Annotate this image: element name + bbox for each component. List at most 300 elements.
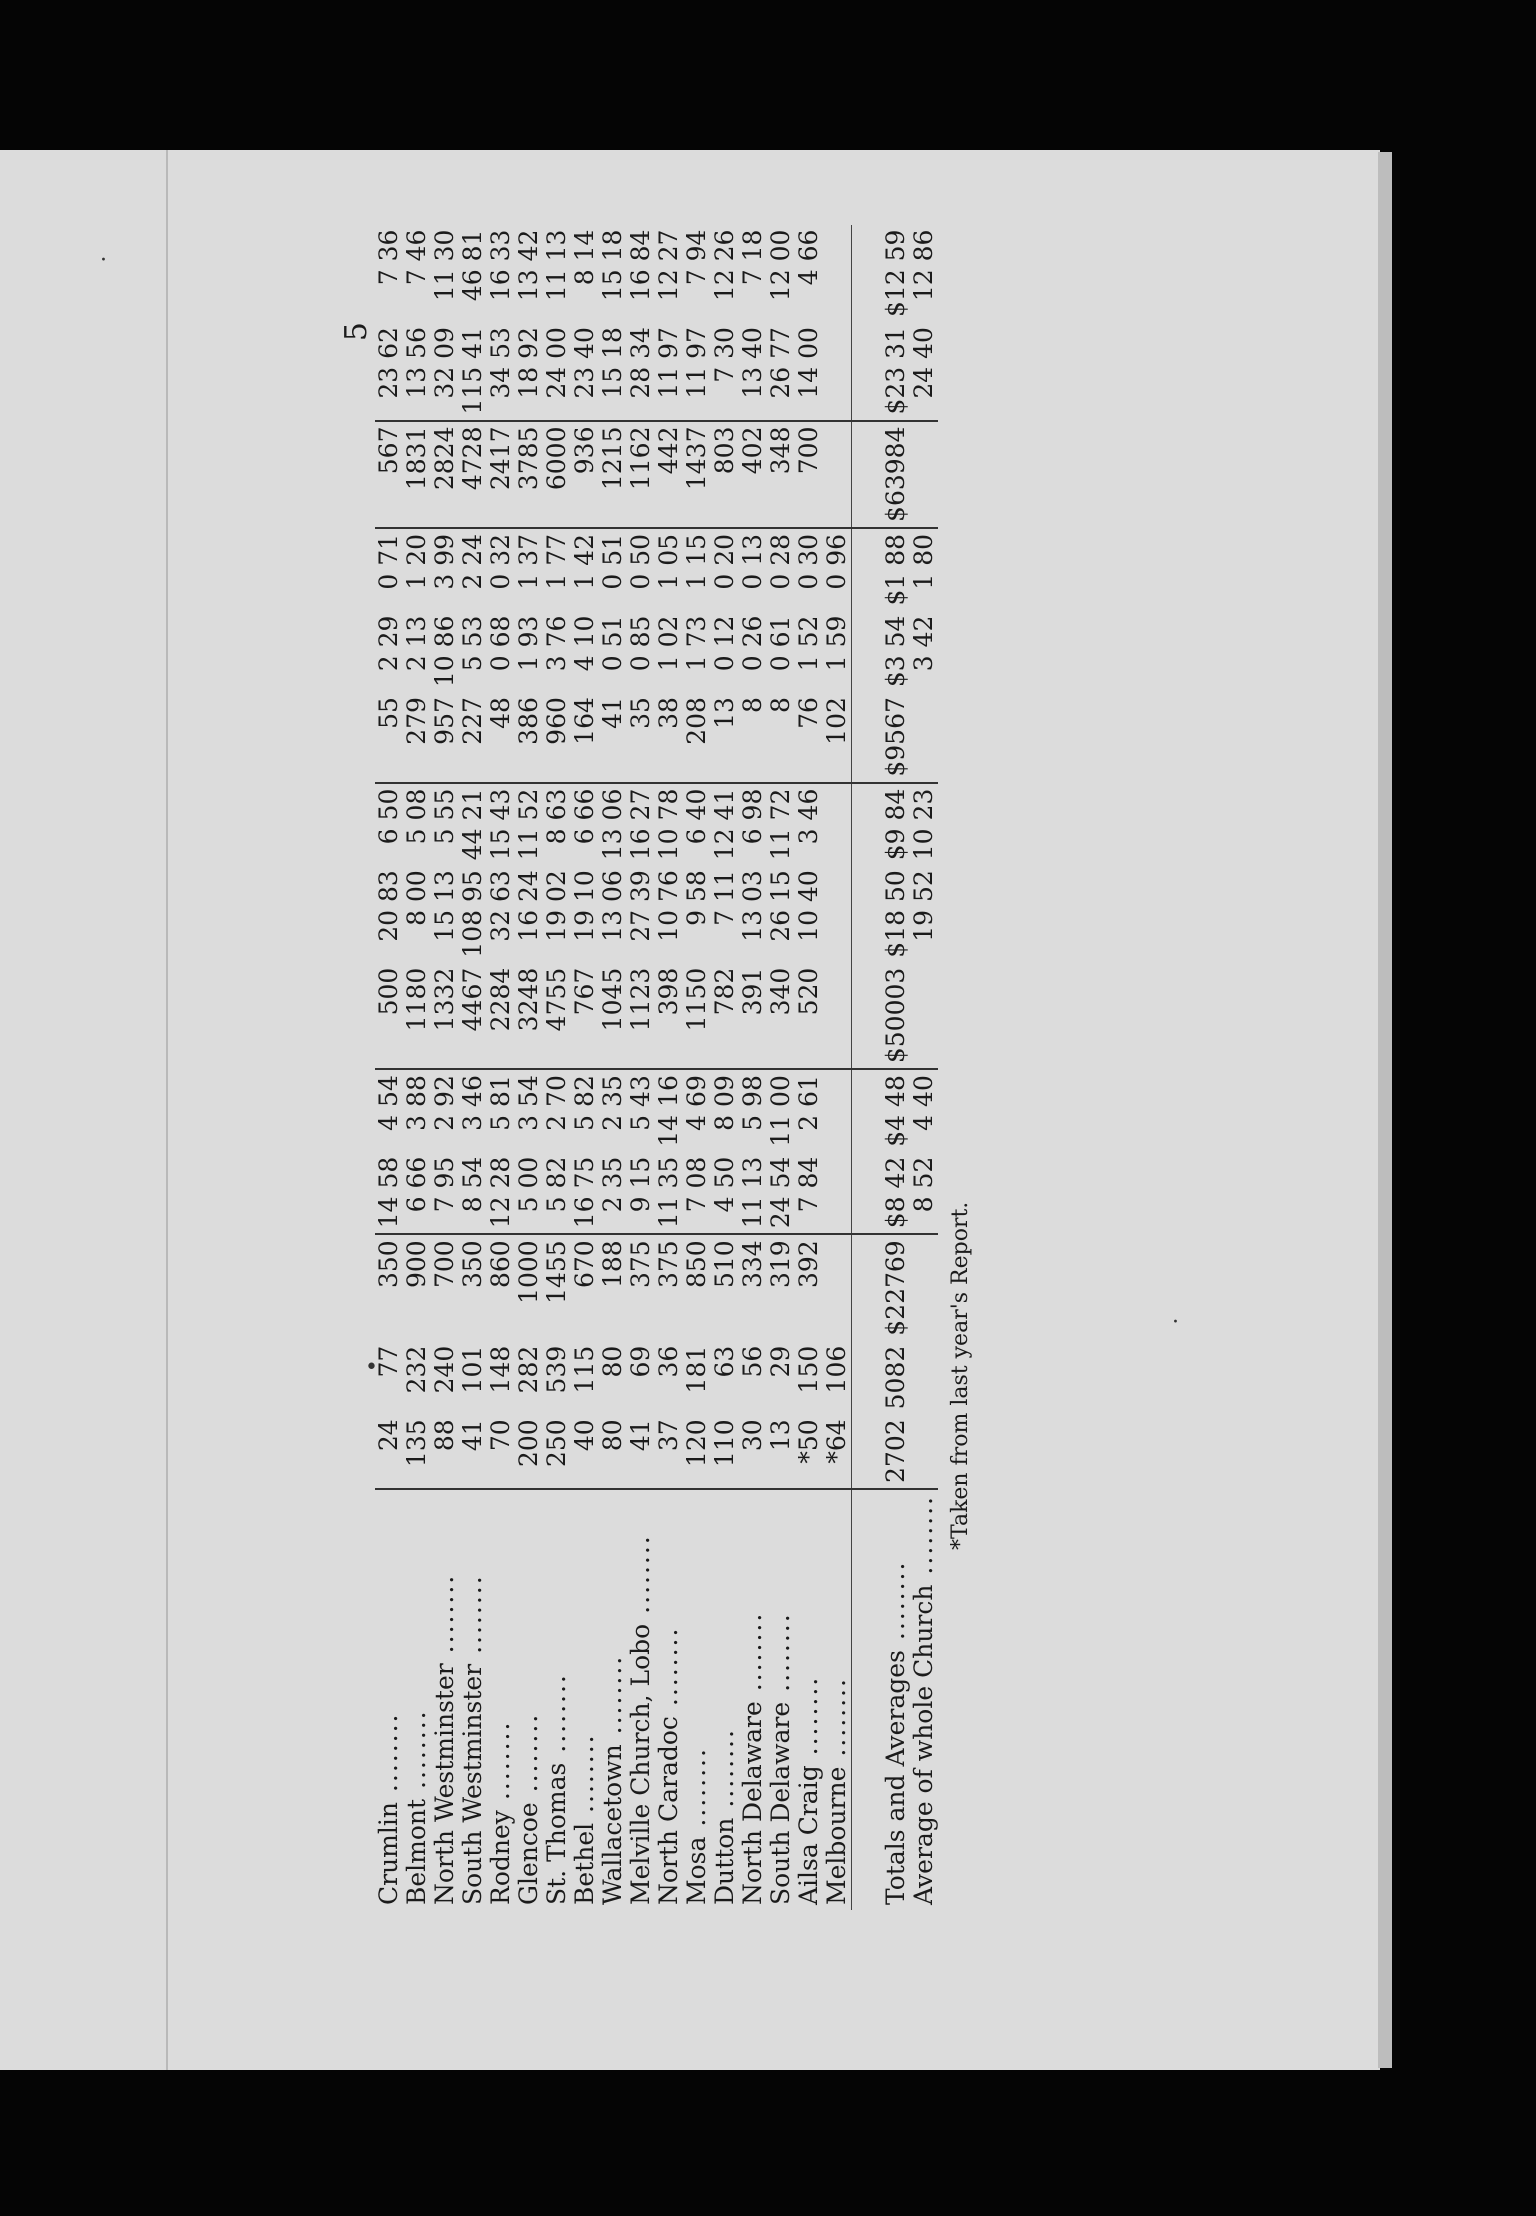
congregation-name: [711, 1489, 739, 1910]
congregation-name: [543, 1489, 571, 1910]
table-row: [571, 225, 599, 1910]
table-cell: 334: [738, 1240, 767, 1289]
table-cell: [910, 1341, 938, 1415]
table-cell: [910, 692, 938, 783]
table-cell: 19 52: [909, 870, 938, 942]
table-cell: [910, 1234, 938, 1340]
table-cell: 115: [570, 1345, 599, 1394]
table-cell: 9 15: [627, 1152, 655, 1235]
table-cell: 3 46: [458, 1075, 487, 1131]
table-cell: 11 97: [683, 322, 711, 420]
table-cell: 2 35: [599, 1152, 627, 1235]
table-cell: 340: [767, 963, 795, 1069]
row-label: St. Thomas: [542, 1762, 571, 1905]
table-cell: 1 80: [909, 533, 938, 590]
table-cell: 148: [486, 1345, 515, 1394]
congregation-name: [627, 1489, 655, 1910]
congregation-name: [852, 1489, 911, 1910]
table-cell: 16 27: [626, 788, 655, 861]
table-cell: $63984: [852, 421, 911, 528]
table-cell: 6000: [543, 421, 571, 528]
table-cell: 2824: [431, 421, 459, 528]
leader-dots: ........: [542, 1673, 571, 1763]
table-cell: $8 42: [852, 1152, 911, 1235]
table-row: [683, 225, 711, 1910]
table-cell: 110: [711, 1414, 739, 1489]
table-cell: 510: [710, 1240, 739, 1289]
page-edge: [1378, 152, 1392, 2068]
table-row: [767, 225, 795, 1910]
table-cell: 12 27: [654, 229, 683, 302]
leader-dots: ........: [402, 1709, 431, 1799]
rotated-statistics-page: [339, 229, 995, 1910]
table-cell: 670: [570, 1240, 599, 1289]
table-cell: 18 92: [515, 322, 543, 420]
table-cell: 1000: [514, 1240, 543, 1304]
table-cell: 850: [682, 1240, 711, 1289]
table-cell: 0 12: [710, 615, 739, 672]
table-cell: 11 13: [739, 1152, 767, 1235]
table-cell: 38: [655, 692, 683, 783]
table-cell: 15 18: [599, 322, 627, 420]
table-cell: 6 50: [374, 788, 403, 845]
table-cell: 19 10: [570, 870, 599, 942]
congregation-name: [655, 1489, 683, 1910]
congregation-name: [683, 1489, 711, 1910]
leader-dots: ........: [738, 1611, 767, 1702]
table-cell: 700: [795, 421, 823, 528]
leader-dots: ........: [430, 1573, 459, 1664]
row-label: Crumlin: [374, 1802, 403, 1905]
table-cell: 20 83: [374, 870, 403, 942]
table-row: [739, 225, 767, 1910]
table-cell: 12 00: [766, 229, 795, 302]
table-cell: 1 42: [570, 533, 599, 590]
table-cell: 4755: [543, 963, 571, 1069]
scan-speck: •: [365, 1355, 378, 1380]
table-cell: 1 20: [402, 533, 431, 590]
row-label: Ailsa Craig: [794, 1765, 823, 1905]
row-label: Dutton: [710, 1817, 739, 1905]
table-cell: 9 58: [682, 870, 711, 926]
table-cell: 3248: [515, 963, 543, 1069]
table-cell: 40: [571, 1414, 599, 1489]
table-cell: 2 35: [598, 1075, 627, 1131]
table-cell: 10 78: [654, 788, 683, 861]
table-cell: 1215: [599, 421, 627, 528]
leader-dots: ........: [766, 1612, 795, 1702]
table-cell: 1 59: [823, 611, 852, 693]
table-cell: 1 73: [682, 615, 711, 672]
table-cell: 402: [739, 421, 767, 528]
table-cell: 1831: [403, 421, 431, 528]
table-cell: 900: [402, 1240, 431, 1289]
table-cell: 279: [403, 692, 431, 783]
table-cell: 102: [823, 692, 852, 783]
table-cell: [823, 421, 852, 528]
table-cell: 30: [739, 1414, 767, 1489]
table-cell: 7 08: [683, 1152, 711, 1235]
table-cell: $3 54: [881, 615, 910, 688]
page-number: 5: [339, 322, 374, 342]
table-cell: 348: [767, 421, 795, 528]
table-cell: [823, 1152, 852, 1235]
table-cell: 803: [711, 421, 739, 528]
table-cell: 11 00: [766, 1075, 795, 1147]
table-cell: 3 99: [430, 533, 459, 590]
table-cell: 375: [626, 1240, 655, 1289]
table-cell: 3785: [515, 421, 543, 528]
table-cell: 8 52: [910, 1152, 938, 1235]
table-cell: 181: [682, 1345, 711, 1394]
table-cell: 77: [374, 1345, 403, 1378]
table-cell: 1 52: [794, 615, 823, 672]
table-cell: 106: [823, 1341, 852, 1415]
leader-dots: ........: [486, 1720, 515, 1811]
table-cell: 14 00: [795, 322, 823, 420]
table-cell: 0 71: [374, 533, 403, 590]
table-cell: 13 42: [514, 229, 543, 302]
table-cell: 960: [543, 692, 571, 783]
table-row: [431, 225, 459, 1910]
table-row: [910, 225, 938, 1910]
table-cell: 1 02: [654, 615, 683, 672]
table-cell: 11 30: [430, 229, 459, 302]
table-cell: 24: [375, 1414, 403, 1489]
table-cell: 32 63: [486, 870, 515, 942]
row-label: Average of whole Church: [909, 1584, 938, 1905]
table-cell: [823, 963, 852, 1069]
table-cell: 282: [514, 1345, 543, 1394]
table-cell: 32 09: [431, 322, 459, 420]
table-cell: 1437: [683, 421, 711, 528]
leader-dots: ........: [822, 1677, 851, 1767]
scan-speck: ·: [1172, 1310, 1179, 1335]
table-cell: 1 15: [682, 533, 711, 590]
table-cell: 782: [711, 963, 739, 1069]
row-label: Mosa: [682, 1836, 711, 1905]
table-row: [487, 225, 515, 1910]
table-cell: 539: [542, 1345, 571, 1394]
table-cell: [823, 322, 852, 420]
table-cell: 12 41: [710, 788, 739, 861]
table-cell: 7 11: [710, 870, 739, 926]
row-label: South Delaware: [766, 1701, 795, 1905]
table-cell: 386: [515, 692, 543, 783]
table-cell: [823, 783, 852, 866]
table-cell: 567: [375, 421, 403, 528]
table-cell: 8: [739, 692, 767, 783]
table-cell: 2 61: [794, 1075, 823, 1131]
table-row: [795, 225, 823, 1910]
table-cell: 13 06: [598, 870, 627, 942]
table-cell: 41: [627, 1414, 655, 1489]
table-cell: 4 40: [909, 1075, 938, 1131]
table-cell: 1 93: [514, 615, 543, 672]
table-cell: 11 13: [542, 229, 571, 302]
table-row: [375, 225, 403, 1910]
table-cell: 398: [655, 963, 683, 1069]
table-cell: 240: [430, 1345, 459, 1394]
table-cell: 26 77: [767, 322, 795, 420]
table-cell: 442: [655, 421, 683, 528]
table-cell: 12 86: [909, 229, 938, 302]
table-cell: 5 81: [486, 1075, 515, 1131]
table-cell: 23 62: [375, 322, 403, 420]
table-cell: 10 86: [430, 615, 459, 688]
table-cell: 13 06: [598, 788, 627, 861]
table-cell: 13 03: [738, 870, 767, 942]
congregation-name: [431, 1489, 459, 1910]
table-cell: 3 46: [794, 788, 823, 845]
leader-dots: ........: [374, 1712, 403, 1803]
table-cell: 13: [711, 692, 739, 783]
table-cell: 200: [515, 1414, 543, 1489]
table-cell: 150: [794, 1345, 823, 1394]
table-row: [823, 225, 852, 1910]
table-cell: 5082: [881, 1345, 910, 1410]
table-cell: 4 66: [794, 229, 823, 286]
table-cell: 319: [766, 1240, 795, 1289]
table-cell: 27 39: [626, 870, 655, 942]
table-cell: 0 26: [738, 615, 767, 672]
table-cell: 232: [402, 1345, 431, 1394]
congregation-name: [739, 1489, 767, 1910]
table-cell: 11 52: [514, 788, 543, 861]
table-cell: 520: [795, 963, 823, 1069]
table-cell: 5 55: [430, 788, 459, 845]
table-cell: 391: [739, 963, 767, 1069]
table-cell: 2 13: [402, 615, 431, 672]
binding-fold: [166, 150, 168, 2070]
congregation-name: [599, 1489, 627, 1910]
table-cell: 8 09: [710, 1075, 739, 1131]
table-cell: 5 00: [515, 1152, 543, 1235]
table-cell: 41: [459, 1414, 487, 1489]
footnote: *Taken from last year's Report.: [948, 1201, 973, 1550]
table-cell: $9567: [852, 692, 911, 783]
table-cell: 12 28: [487, 1152, 515, 1235]
table-cell: 936: [571, 421, 599, 528]
table-cell: $50003: [852, 963, 911, 1069]
table-cell: $4 48: [881, 1075, 910, 1147]
table-cell: 3 54: [514, 1075, 543, 1131]
row-label: North Delaware: [738, 1701, 767, 1905]
table-cell: 5 98: [738, 1075, 767, 1131]
table-cell: $23 31: [852, 322, 911, 420]
row-label: Belmont: [402, 1798, 431, 1905]
table-cell: 34 53: [487, 322, 515, 420]
table-cell: 1045: [599, 963, 627, 1069]
table-cell: $1 88: [881, 533, 910, 606]
table-cell: 375: [654, 1240, 683, 1289]
table-cell: 0 13: [738, 533, 767, 590]
table-cell: 69: [626, 1345, 655, 1378]
table-cell: 5 82: [570, 1075, 599, 1131]
leader-dots: ........: [710, 1728, 739, 1818]
table-cell: [823, 865, 852, 962]
row-label: Rodney: [486, 1810, 515, 1905]
leader-dots: ........: [626, 1534, 655, 1624]
congregation-name: [487, 1489, 515, 1910]
table-cell: 28 34: [627, 322, 655, 420]
table-body: [375, 225, 938, 1910]
table-cell: 46 81: [458, 229, 487, 302]
table-cell: 767: [571, 963, 599, 1069]
table-cell: 0 50: [626, 533, 655, 590]
table-cell: 88: [431, 1414, 459, 1489]
table-cell: 0 51: [598, 533, 627, 590]
table-cell: 8: [767, 692, 795, 783]
table-cell: 11 72: [766, 788, 795, 861]
table-row: [515, 225, 543, 1910]
table-cell: 10 40: [794, 870, 823, 942]
table-cell: 8 54: [459, 1152, 487, 1235]
table-cell: [823, 1069, 852, 1152]
table-cell: 0 85: [626, 615, 655, 672]
table-cell: 4 10: [570, 615, 599, 672]
table-cell: 10 23: [909, 788, 938, 861]
table-cell: $9 84: [881, 788, 910, 861]
table-cell: 80: [599, 1414, 627, 1489]
table-cell: [910, 1414, 938, 1489]
table-cell: 16 33: [486, 229, 515, 302]
table-cell: 80: [598, 1345, 627, 1378]
table-cell: 1455: [542, 1240, 571, 1304]
table-row: [403, 225, 431, 1910]
congregation-name: [910, 1489, 938, 1910]
table-cell: 0 30: [794, 533, 823, 590]
table-cell: 8 63: [542, 788, 571, 845]
table-cell: 0 32: [486, 533, 515, 590]
table-cell: 14 58: [375, 1152, 403, 1235]
table-cell: 41: [599, 692, 627, 783]
table-cell: 392: [794, 1240, 823, 1289]
table-cell: *64: [823, 1414, 852, 1489]
table-cell: 4 50: [711, 1152, 739, 1235]
table-row: [543, 225, 571, 1910]
table-cell: 115 41: [459, 322, 487, 420]
table-cell: 4467: [459, 963, 487, 1069]
congregation-statistics-table: [375, 225, 938, 1910]
table-cell: 24 40: [910, 322, 938, 420]
table-cell: 1 05: [654, 533, 683, 590]
table-cell: 135: [403, 1414, 431, 1489]
row-label: Glencoe: [514, 1802, 543, 1905]
row-label: North Caradoc: [654, 1716, 683, 1905]
table-cell: 6 66: [570, 788, 599, 845]
table-cell: 700: [430, 1240, 459, 1289]
table-cell: 35: [627, 692, 655, 783]
table-cell: 3 42: [909, 615, 938, 672]
table-cell: 14 16: [654, 1075, 683, 1147]
table-cell: 7 36: [374, 229, 403, 286]
table-cell: 1150: [683, 963, 711, 1069]
table-cell: 6 66: [403, 1152, 431, 1235]
leader-dots: ........: [682, 1747, 711, 1837]
table-cell: $22769: [881, 1240, 910, 1336]
table-cell: 48: [487, 692, 515, 783]
table-cell: 1 77: [542, 533, 571, 590]
table-cell: 4728: [459, 421, 487, 528]
table-cell: 13 56: [403, 322, 431, 420]
table-row: [599, 225, 627, 1910]
congregation-name: [767, 1489, 795, 1910]
table-cell: 4 54: [374, 1075, 403, 1131]
table-cell: 120: [683, 1414, 711, 1489]
table-row: [459, 225, 487, 1910]
table-cell: 957: [431, 692, 459, 783]
table-cell: 16 84: [626, 229, 655, 302]
row-label: North Westminster: [430, 1663, 459, 1905]
table-cell: 15 43: [486, 788, 515, 861]
table-row: [627, 225, 655, 1910]
table-cell: 5 08: [402, 788, 431, 845]
table-cell: 208: [683, 692, 711, 783]
table-cell: 250: [543, 1414, 571, 1489]
table-cell: 0 68: [486, 615, 515, 672]
table-cell: 3 88: [402, 1075, 431, 1131]
table-cell: 1123: [627, 963, 655, 1069]
table-cell: [910, 963, 938, 1069]
congregation-name: [403, 1489, 431, 1910]
scan-speck: ·: [100, 248, 107, 273]
table-cell: 44 21: [458, 788, 487, 861]
table-cell: 7 18: [738, 229, 767, 286]
leader-dots: ........: [598, 1654, 627, 1745]
table-cell: 76: [795, 692, 823, 783]
row-label: Totals and Averages: [881, 1650, 910, 1905]
table-cell: 188: [598, 1240, 627, 1289]
table-cell: 350: [374, 1240, 403, 1289]
table-cell: 3 76: [542, 615, 571, 672]
table-cell: 164: [571, 692, 599, 783]
table-cell: 7 46: [402, 229, 431, 286]
table-cell: 5 43: [626, 1075, 655, 1131]
table-cell: 24 00: [543, 322, 571, 420]
table-cell: 7 84: [795, 1152, 823, 1235]
leader-dots: ........: [881, 1560, 910, 1651]
table-row: [711, 225, 739, 1910]
table-cell: 11 97: [655, 322, 683, 420]
table-cell: 0 20: [710, 533, 739, 590]
table-cell: 500: [375, 963, 403, 1069]
table-cell: 7 30: [711, 322, 739, 420]
table-row: [655, 225, 683, 1910]
leader-dots: ........: [654, 1626, 683, 1717]
leader-dots: ........: [909, 1494, 938, 1585]
table-cell: 108 95: [458, 870, 487, 958]
table-cell: 13 40: [739, 322, 767, 420]
congregation-name: [515, 1489, 543, 1910]
table-cell: 15 13: [430, 870, 459, 942]
leader-dots: ........: [458, 1574, 487, 1664]
table-cell: 2 92: [430, 1075, 459, 1131]
table-row: [852, 225, 911, 1910]
table-cell: 5 53: [458, 615, 487, 672]
table-cell: 2 70: [542, 1075, 571, 1131]
table-cell: 4 69: [682, 1075, 711, 1131]
congregation-name: [459, 1489, 487, 1910]
table-cell: 16 24: [514, 870, 543, 942]
table-cell: 8 14: [570, 229, 599, 286]
table-cell: 15 18: [598, 229, 627, 302]
table-cell: 101: [458, 1345, 487, 1394]
row-label: South Westminster: [458, 1663, 487, 1905]
table-cell: 0 28: [766, 533, 795, 590]
table-cell: 19 02: [542, 870, 571, 942]
table-cell: 2284: [487, 963, 515, 1069]
